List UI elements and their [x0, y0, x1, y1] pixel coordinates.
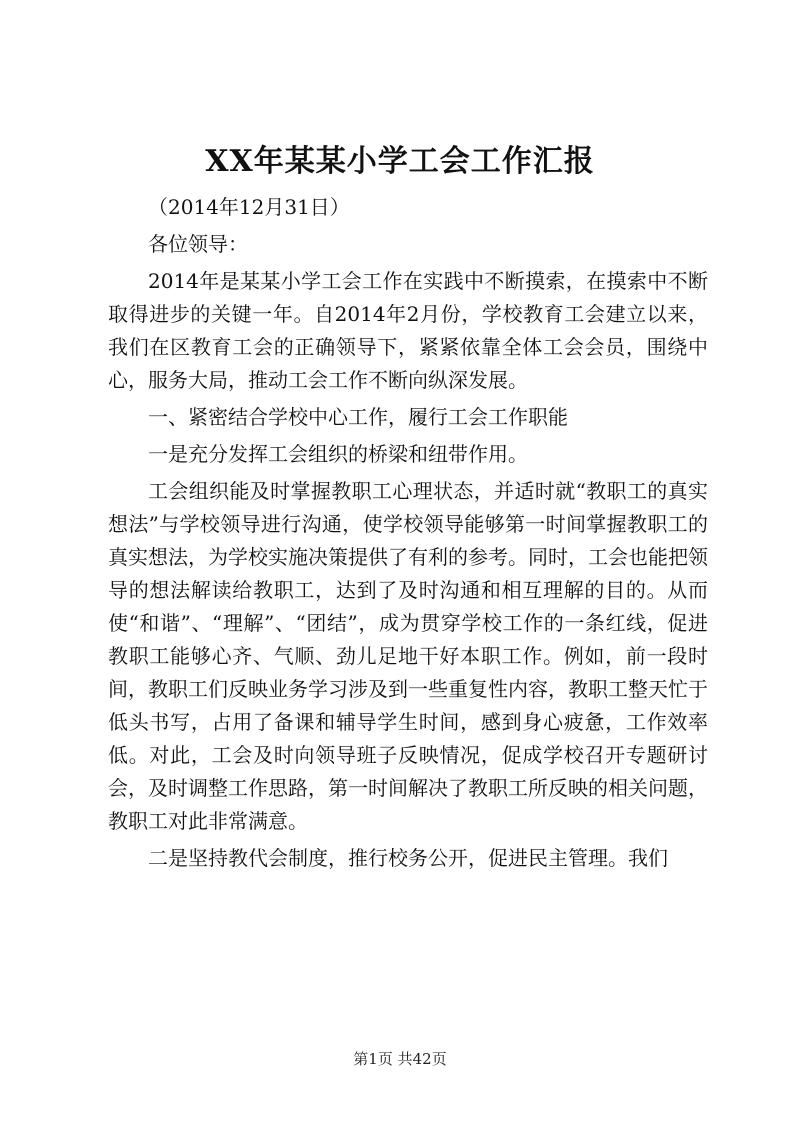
document-title: XX年某某小学工会工作汇报 — [205, 144, 595, 179]
point-one-heading: 一是充分发挥工会组织的桥梁和纽带作用。 — [148, 442, 528, 466]
page-number: 第1页 共42页 — [353, 1050, 447, 1068]
document-body — [108, 191, 708, 875]
point-one-body: 工会组织能及时掌握教职工心理状态，并适时就“教职工的真实想法”与学校领导进行沟通，使学校领导能够第一时间掌握教职工的真实想法，为学校实施决策提供了有利的参考。同时，工会也能把领导的想法解读给教职工，达到了及时沟通和相互理解的目的。从而使“和谐”、“理解”、“团结”，成为贯穿学校工作的一条红线，促进教职工能够心齐、气顺、劲儿足地干好本职工作。例如，前一段时间，教职工们反映业务学习涉及到一些重复性内容，教职工整天忙于低头书写，占用了备课和辅导学生时间，感到身心疲惫，工作效率低。对此，工会及时向领导班子反映情况，促成学校召开专题研讨会，及时调整工作思路，第一时间解决了教职工所反映的相关问题，教职工对此非常满意。 — [108, 479, 708, 833]
salutation: 各位领导： — [148, 232, 248, 256]
section-heading: 一、紧密结合学校中心工作，履行工会工作职能 — [148, 405, 568, 429]
intro-paragraph: 2014年是某某小学工会工作在实践中不断摸索，在摸索中不断取得进步的关键一年。自2014年2月份，学校教育工会建立以来，我们在区教育工会的正确领导下，紧紧依靠全体工会会员，围绕中心，服务大局，推动工会工作不断向纵深发展。 — [108, 269, 708, 392]
point-two-heading: 二是坚持教代会制度，推行校务公开，促进民主管理。我们 — [148, 846, 668, 870]
date-line: （2014年12月31日） — [148, 195, 350, 219]
